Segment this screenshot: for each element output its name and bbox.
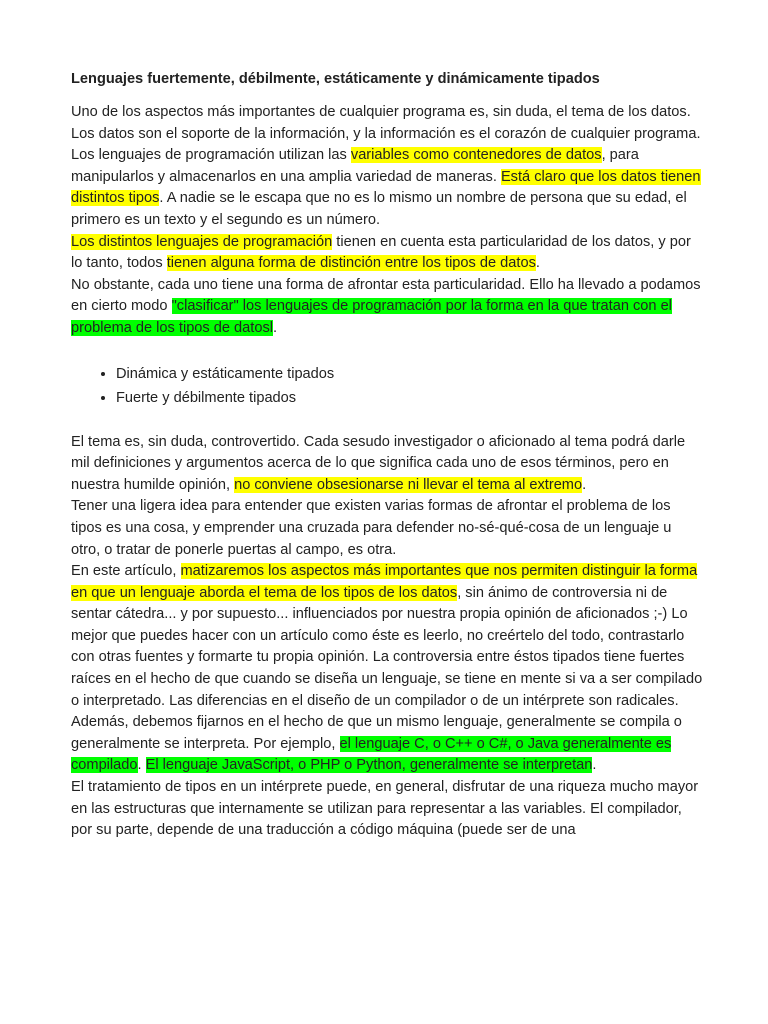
- document-body: [71, 68, 703, 842]
- text-run: tienen en cuenta esta particularidad de los datos, y por lo tanto, todos: [71, 233, 691, 272]
- green-highlight: "clasificar" los lenguajes de programación por la forma en la que tratan con el problema de los tipos de datosl: [71, 298, 672, 336]
- yellow-highlight: Los distintos lenguajes de programación: [71, 233, 333, 250]
- paragraph-7: Tener una ligera idea para entender que existen varias formas de afrontar el problema de los tipos es una cosa, y emprender una cruzada para defender no-sé-qué-cosa de un lenguaje u otro, o tratar de ponerle puertas al campo, es otra.: [71, 498, 672, 558]
- paragraph-5: [71, 275, 703, 340]
- text-run: En este artículo,: [71, 563, 181, 580]
- paragraph-2: Los datos son el soporte de la información, y la información es el corazón de cualquier programa.: [71, 125, 701, 142]
- yellow-highlight: variables como contenedores de datos: [350, 147, 602, 164]
- text-run: .: [582, 476, 587, 493]
- text-run: No obstante, cada uno tiene una forma de afrontar esta particularidad. Ello ha llevado a podamos en cierto modo: [71, 276, 701, 315]
- paragraph-6: [71, 432, 703, 497]
- text-run: .: [535, 255, 540, 272]
- yellow-highlight: Está claro que los datos tienen distintos tipos: [71, 168, 701, 207]
- paragraph-4: [71, 232, 703, 275]
- text-run: , para manipularlos y almacenarlos en una amplia variedad de maneras.: [71, 147, 639, 185]
- text-run: Los lenguajes de programación utilizan las: [71, 147, 351, 164]
- yellow-highlight: no conviene obsesionarse ni llevar el tema al extremo: [234, 476, 583, 493]
- text-run: .: [592, 757, 597, 774]
- paragraph-3: [71, 145, 703, 231]
- list-item: • Fuerte y débilmente tipados: [116, 386, 703, 410]
- text-run: . A nadie se le escapa que no es lo mismo un nombre de persona que su edad, el primero es un texto y el segundo es un número.: [71, 190, 687, 228]
- paragraph-9: El tratamiento de tipos en un intérprete puede, en general, disfrutar de una riqueza mucho mayor en las estructuras que internamente se utilizan para representar a las variables. El compilador, por su parte, depende de una traducción a código máquina (puede ser de una: [71, 779, 699, 839]
- text-run: , sin ánimo de controversia ni de sentar cátedra... y por supuesto... influenciados por nuestra propia opinión de aficionados ;-) Lo mejor que puedes hacer con un artículo como éste es leerlo, no creértelo del todo, contrastarlo con otras fuentes y formarte tu propia opinión. La controversia entre éstos tipados tiene fuertes raíces en el hecho de que cuando se diseña un lenguaje, se tiene en mente si va a ser compilado o interpretado. Las diferencias en el diseño de un compilador o de un intérprete son radicales. Además, debemos fijarnos en el hecho de que un mismo lenguaje, generalmente se compila o generalmente se interpreta. Por ejemplo,: [71, 584, 703, 752]
- paragraph-8: [71, 561, 703, 777]
- green-highlight: El lenguaje JavaScript, o PHP o Python, generalmente se interpretan: [145, 757, 593, 774]
- text-run: El tema es, sin duda, controvertido. Cada sesudo investigador o aficionado al tema podrá darle mil definiciones y argumentos acerca de lo que significa cada uno de esos términos, pero en nuestra humilde opinión,: [71, 433, 686, 493]
- paragraph-1: Uno de los aspectos más importantes de cualquier programa es, sin duda, el tema de los datos.: [71, 104, 691, 120]
- text-run: .: [273, 319, 278, 336]
- yellow-highlight: matizaremos los aspectos más importantes que nos permiten distinguir la forma en que un lenguaje aborda el tema de los tipos de los datos: [71, 563, 698, 601]
- bullet-list: [71, 362, 703, 410]
- yellow-highlight: tienen alguna forma de distinción entre los tipos de datos: [166, 255, 536, 272]
- list-item: • Dinámica y estáticamente tipados: [116, 362, 703, 386]
- document-title: Lenguajes fuertemente, débilmente, estáticamente y dinámicamente tipados: [71, 71, 600, 87]
- green-highlight: el lenguaje C, o C++ o C#, o Java generalmente es compilado: [71, 735, 672, 774]
- text-run: .: [137, 757, 146, 774]
